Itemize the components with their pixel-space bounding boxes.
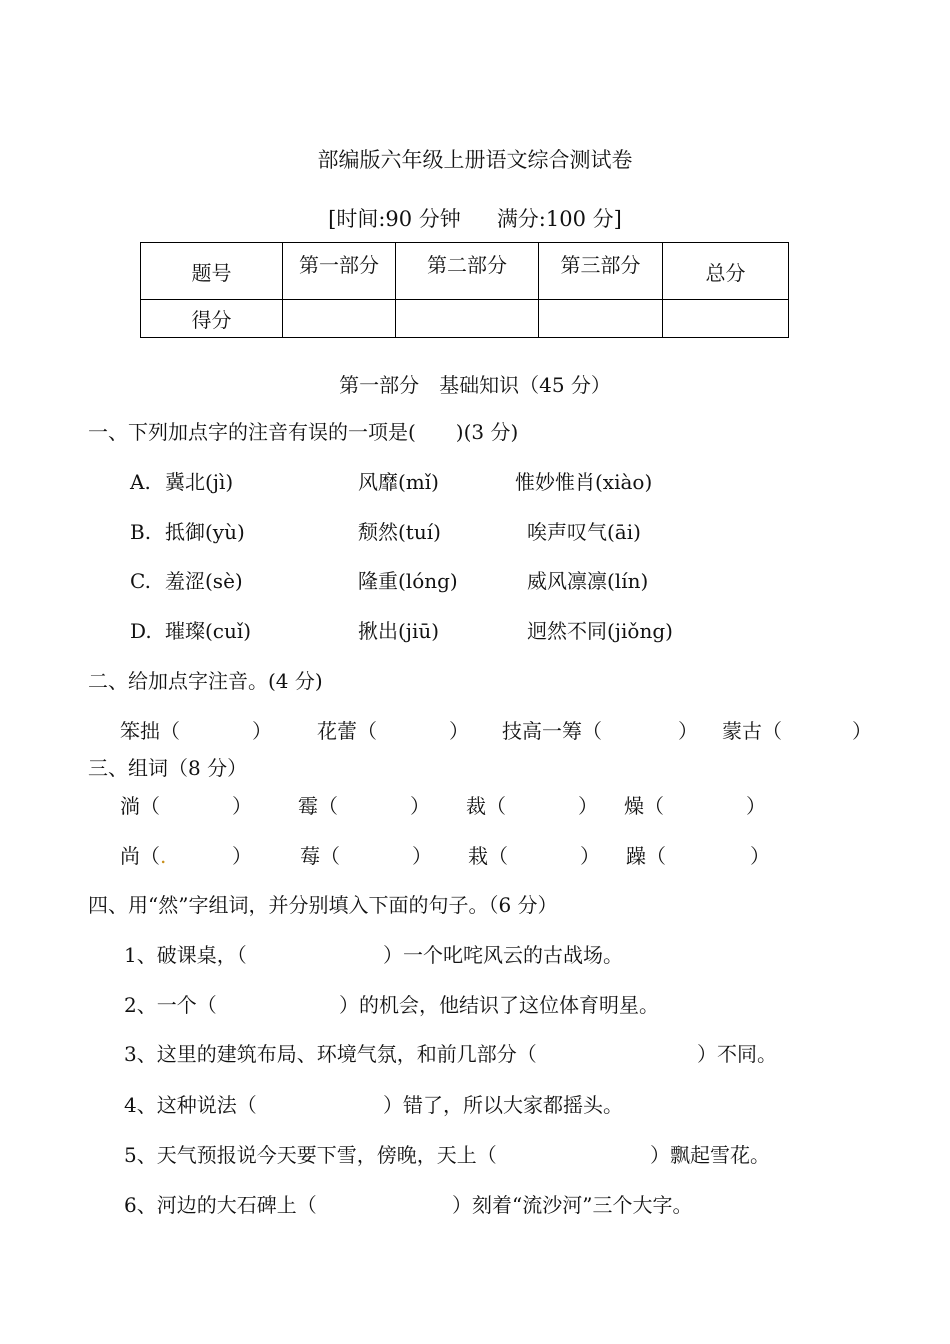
- question-4-stem: 四、用“然”字组词，并分别填入下面的句子。（6 分）: [88, 893, 558, 917]
- header-cell-total: 总分: [663, 243, 789, 300]
- q3-row2-item-4-close: ）: [750, 844, 770, 868]
- question-2-stem: 二、给加点字注音。(4 分): [88, 669, 323, 693]
- q2-item-3-close: ）: [678, 719, 698, 743]
- q3-row1-item-2: 霉（: [298, 794, 338, 818]
- score-cell-part3[interactable]: [539, 300, 663, 338]
- option-d-item-1: 璀璨(cuǐ): [165, 619, 252, 643]
- q3-row2-item-1: 尚（: [120, 844, 160, 868]
- page-title: 部编版六年级上册语文综合测试卷: [317, 148, 633, 172]
- option-a-item-3: 惟妙惟肖(xiào): [515, 470, 653, 494]
- score-cell-total[interactable]: [663, 300, 789, 338]
- option-a-item-2: 风靡(mǐ): [358, 470, 439, 494]
- q2-item-4: 蒙古（: [722, 719, 782, 743]
- option-d-item-3: 迥然不同(jiǒng): [527, 619, 673, 643]
- option-c-item-1: 羞涩(sè): [165, 569, 243, 593]
- question-1-stem: 一、下列加点字的注音有误的一项是( )(3 分): [88, 420, 519, 444]
- q4-sentence-4-before: 4、这种说法（: [124, 1093, 257, 1117]
- option-c-item-3: 威风凛凛(lín): [527, 569, 649, 593]
- option-c-label: C.: [130, 569, 151, 593]
- q3-row2-item-1-close: ）: [232, 844, 252, 868]
- question-3-stem: 三、组词（8 分）: [88, 756, 248, 780]
- q4-sentence-5-after: ）飘起雪花。: [650, 1143, 770, 1167]
- q3-row1-item-3: 裁（: [466, 794, 506, 818]
- score-table-score-row: [141, 300, 789, 338]
- q2-item-1-close: ）: [252, 719, 272, 743]
- q4-sentence-4-after: ）错了，所以大家都摇头。: [383, 1093, 623, 1117]
- q2-item-4-close: ）: [852, 719, 872, 743]
- option-b-label: B.: [130, 520, 152, 544]
- q3-row2-item-3-close: ）: [580, 844, 600, 868]
- q2-item-2-close: ）: [449, 719, 469, 743]
- q4-sentence-1-before: 1、破课桌，（: [124, 943, 247, 967]
- q3-row2-item-4: 躁（: [626, 844, 666, 868]
- q3-row1-item-2-close: ）: [410, 794, 430, 818]
- option-b-item-3: 唉声叹气(āi): [527, 520, 641, 544]
- exam-info: [0, 209, 950, 230]
- section-heading: [0, 375, 950, 395]
- section-title: 第一部分: [339, 373, 420, 397]
- option-a-item-1: 冀北(jì): [165, 470, 234, 494]
- option-a-label: A.: [130, 470, 151, 494]
- header-cell-part1: 第一部分: [283, 243, 396, 300]
- q2-item-2: 花蕾（: [317, 719, 377, 743]
- score-cell-part1[interactable]: [283, 300, 396, 338]
- option-b-item-2: 颓然(tuí): [358, 520, 441, 544]
- q4-sentence-2-before: 2、一个（: [124, 993, 217, 1017]
- score-table-header-row: [141, 243, 789, 300]
- section-subtitle: 基础知识（45 分）: [439, 373, 611, 397]
- header-cell-part3: 第三部分: [539, 243, 663, 300]
- score-row-label: 得分: [141, 300, 283, 338]
- q3-row2-item-2: 莓（: [300, 844, 340, 868]
- q3-row2-item-3: 栽（: [468, 844, 508, 868]
- dot-mark: .: [160, 844, 167, 868]
- header-cell-number: 题号: [141, 243, 283, 300]
- option-d-label: D.: [130, 619, 152, 643]
- q4-sentence-6-after: ）刻着“流沙河”三个大字。: [452, 1193, 693, 1217]
- q4-sentence-3-after: ）不同。: [697, 1042, 777, 1066]
- q3-row2-item-2-close: ）: [412, 844, 432, 868]
- q3-row1-item-4: 燥（: [624, 794, 664, 818]
- q4-sentence-1-after: ）一个叱咤风云的古战场。: [383, 943, 623, 967]
- exam-time: [时间:90 分钟: [328, 207, 461, 231]
- score-cell-part2[interactable]: [396, 300, 539, 338]
- q3-row1-item-1-close: ）: [232, 794, 252, 818]
- option-b-item-1: 抵御(yù): [165, 520, 245, 544]
- score-table: [140, 242, 789, 338]
- q4-sentence-2-after: ）的机会，他结识了这位体育明星。: [339, 993, 659, 1017]
- q3-row1-item-3-close: ）: [578, 794, 598, 818]
- option-c-item-2: 隆重(lóng): [358, 569, 458, 593]
- q3-row1-item-4-close: ）: [746, 794, 766, 818]
- q2-item-3: 技高一筹（: [502, 719, 602, 743]
- option-d-item-2: 揪出(jiū): [358, 619, 440, 643]
- q4-sentence-6-before: 6、河边的大石碑上（: [124, 1193, 317, 1217]
- q4-sentence-3-before: 3、这里的建筑布局、环境气氛，和前几部分（: [124, 1042, 537, 1066]
- q2-item-1: 笨拙（: [120, 719, 180, 743]
- q3-row1-item-1: 淌（: [120, 794, 160, 818]
- exam-full-score: 满分:100 分]: [496, 207, 622, 231]
- header-cell-part2: 第二部分: [396, 243, 539, 300]
- q4-sentence-5-before: 5、天气预报说今天要下雪，傍晚，天上（: [124, 1143, 497, 1167]
